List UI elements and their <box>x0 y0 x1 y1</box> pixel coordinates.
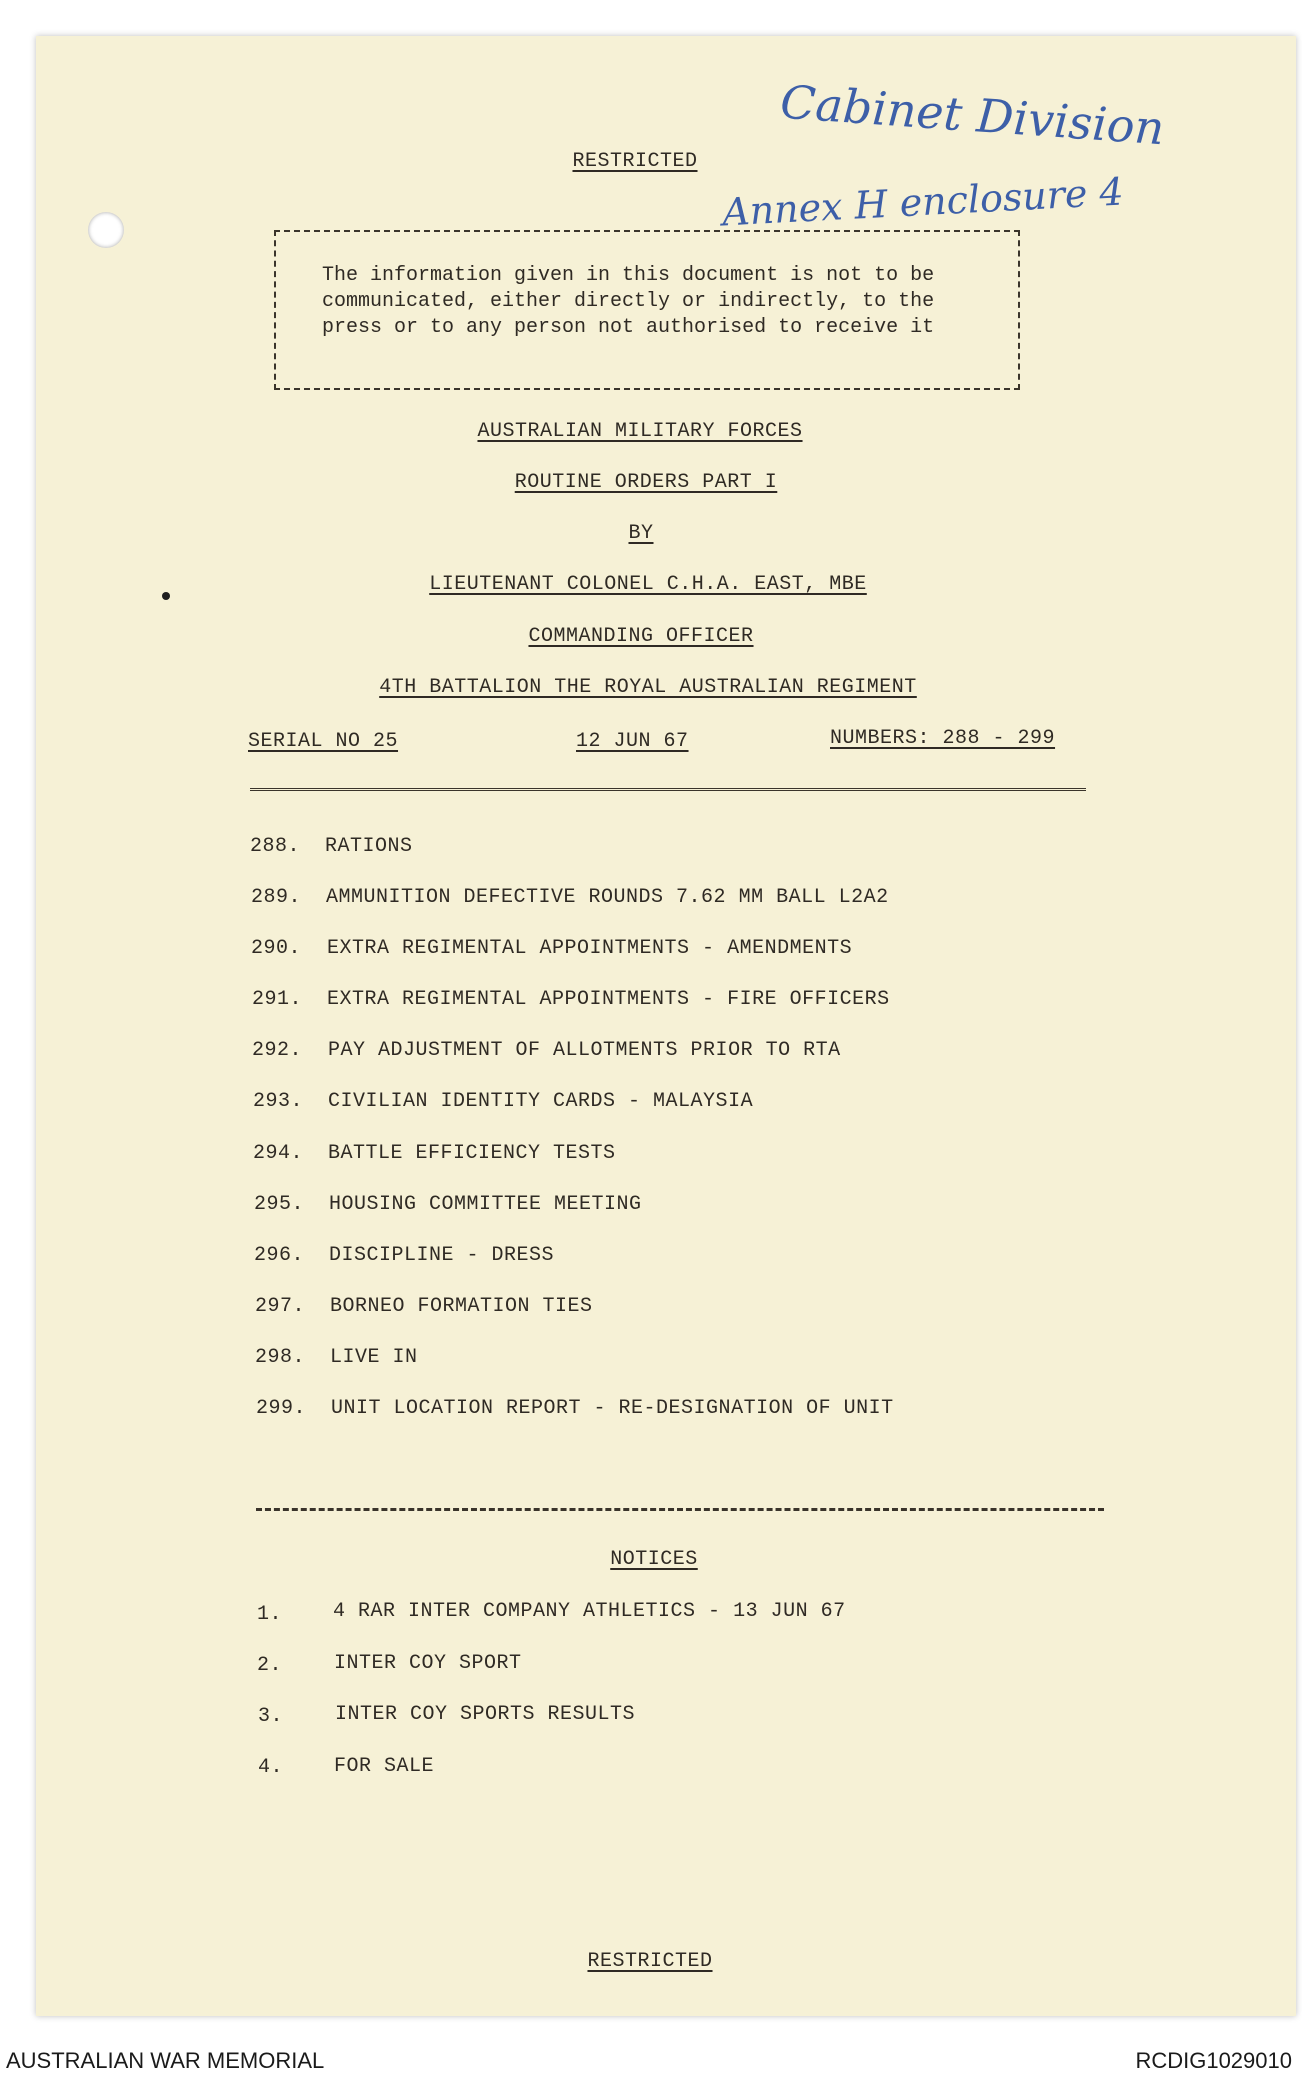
divider-bottom <box>256 1508 1104 1511</box>
notices-heading: NOTICES <box>610 1548 698 1571</box>
order-title: PAY ADJUSTMENT OF ALLOTMENTS PRIOR TO RTA <box>328 1039 841 1062</box>
title-line: LIEUTENANT COLONEL C.H.A. EAST, MBE <box>429 573 867 596</box>
title-line: 4TH BATTALION THE ROYAL AUSTRALIAN REGIMENT <box>379 676 917 699</box>
order-title: EXTRA REGIMENTAL APPOINTMENTS - AMENDMENTS <box>327 937 853 960</box>
serial-number: SERIAL NO 25 <box>248 730 399 753</box>
order-title: UNIT LOCATION REPORT - RE-DESIGNATION OF UNIT <box>331 1397 894 1420</box>
order-number: 299. <box>256 1397 307 1420</box>
order-title: EXTRA REGIMENTAL APPOINTMENTS - FIRE OFFICERS <box>327 988 890 1011</box>
order-number: 292. <box>252 1039 303 1062</box>
title-line: COMMANDING OFFICER <box>528 625 754 648</box>
order-title: BORNEO FORMATION TIES <box>330 1295 593 1318</box>
order-title: DISCIPLINE - DRESS <box>329 1244 555 1267</box>
title-line: ROUTINE ORDERS PART I <box>514 471 778 494</box>
handwritten-annex-note: Annex H enclosure 4 <box>721 169 1125 235</box>
order-title: LIVE IN <box>330 1346 418 1369</box>
notice-title: 4 RAR INTER COMPANY ATHLETICS - 13 JUN 67 <box>333 1600 846 1623</box>
order-numbers: NUMBERS: 288 - 299 <box>830 727 1056 750</box>
title-line: AUSTRALIAN MILITARY FORCES <box>477 420 803 443</box>
notice-title: INTER COY SPORT <box>334 1652 522 1675</box>
order-number: 293. <box>253 1090 304 1113</box>
order-title: HOUSING COMMITTEE MEETING <box>329 1193 642 1216</box>
order-number: 288. <box>250 835 301 858</box>
item-id: RCDIG1029010 <box>1135 2048 1292 2073</box>
title-line: BY <box>628 522 654 545</box>
order-date: 12 JUN 67 <box>576 730 689 753</box>
warning-line: The information given in this document is not to be <box>322 264 935 287</box>
order-number: 294. <box>253 1142 304 1165</box>
order-number: 290. <box>251 937 302 960</box>
classification-bottom: RESTRICTED <box>587 1950 713 1973</box>
order-title: CIVILIAN IDENTITY CARDS - MALAYSIA <box>328 1090 754 1113</box>
archive-credit: AUSTRALIAN WAR MEMORIAL <box>6 2048 325 2073</box>
notice-number: 2. <box>257 1654 283 1677</box>
warning-line: communicated, either directly or indirectly, to the <box>322 290 935 313</box>
ink-spot <box>162 592 170 600</box>
divider-top <box>250 788 1086 791</box>
handwritten-note-top: Cabinet Division <box>778 74 1167 156</box>
notice-number: 3. <box>258 1705 284 1728</box>
order-number: 297. <box>255 1295 306 1318</box>
order-title: BATTLE EFFICIENCY TESTS <box>328 1142 616 1165</box>
order-title: AMMUNITION DEFECTIVE ROUNDS 7.62 MM BALL L2A2 <box>326 886 889 909</box>
notice-number: 4. <box>258 1756 284 1779</box>
order-number: 295. <box>254 1193 305 1216</box>
order-title: RATIONS <box>325 835 413 858</box>
notice-number: 1. <box>257 1603 283 1626</box>
classification-top: RESTRICTED <box>572 150 698 173</box>
notice-title: FOR SALE <box>334 1755 435 1778</box>
order-number: 291. <box>252 988 303 1011</box>
order-number: 289. <box>251 886 302 909</box>
order-number: 296. <box>254 1244 305 1267</box>
notice-title: INTER COY SPORTS RESULTS <box>335 1703 636 1726</box>
warning-box <box>274 230 1020 390</box>
order-number: 298. <box>255 1346 306 1369</box>
punch-hole <box>88 212 124 248</box>
warning-line: press or to any person not authorised to receive it <box>322 316 935 339</box>
